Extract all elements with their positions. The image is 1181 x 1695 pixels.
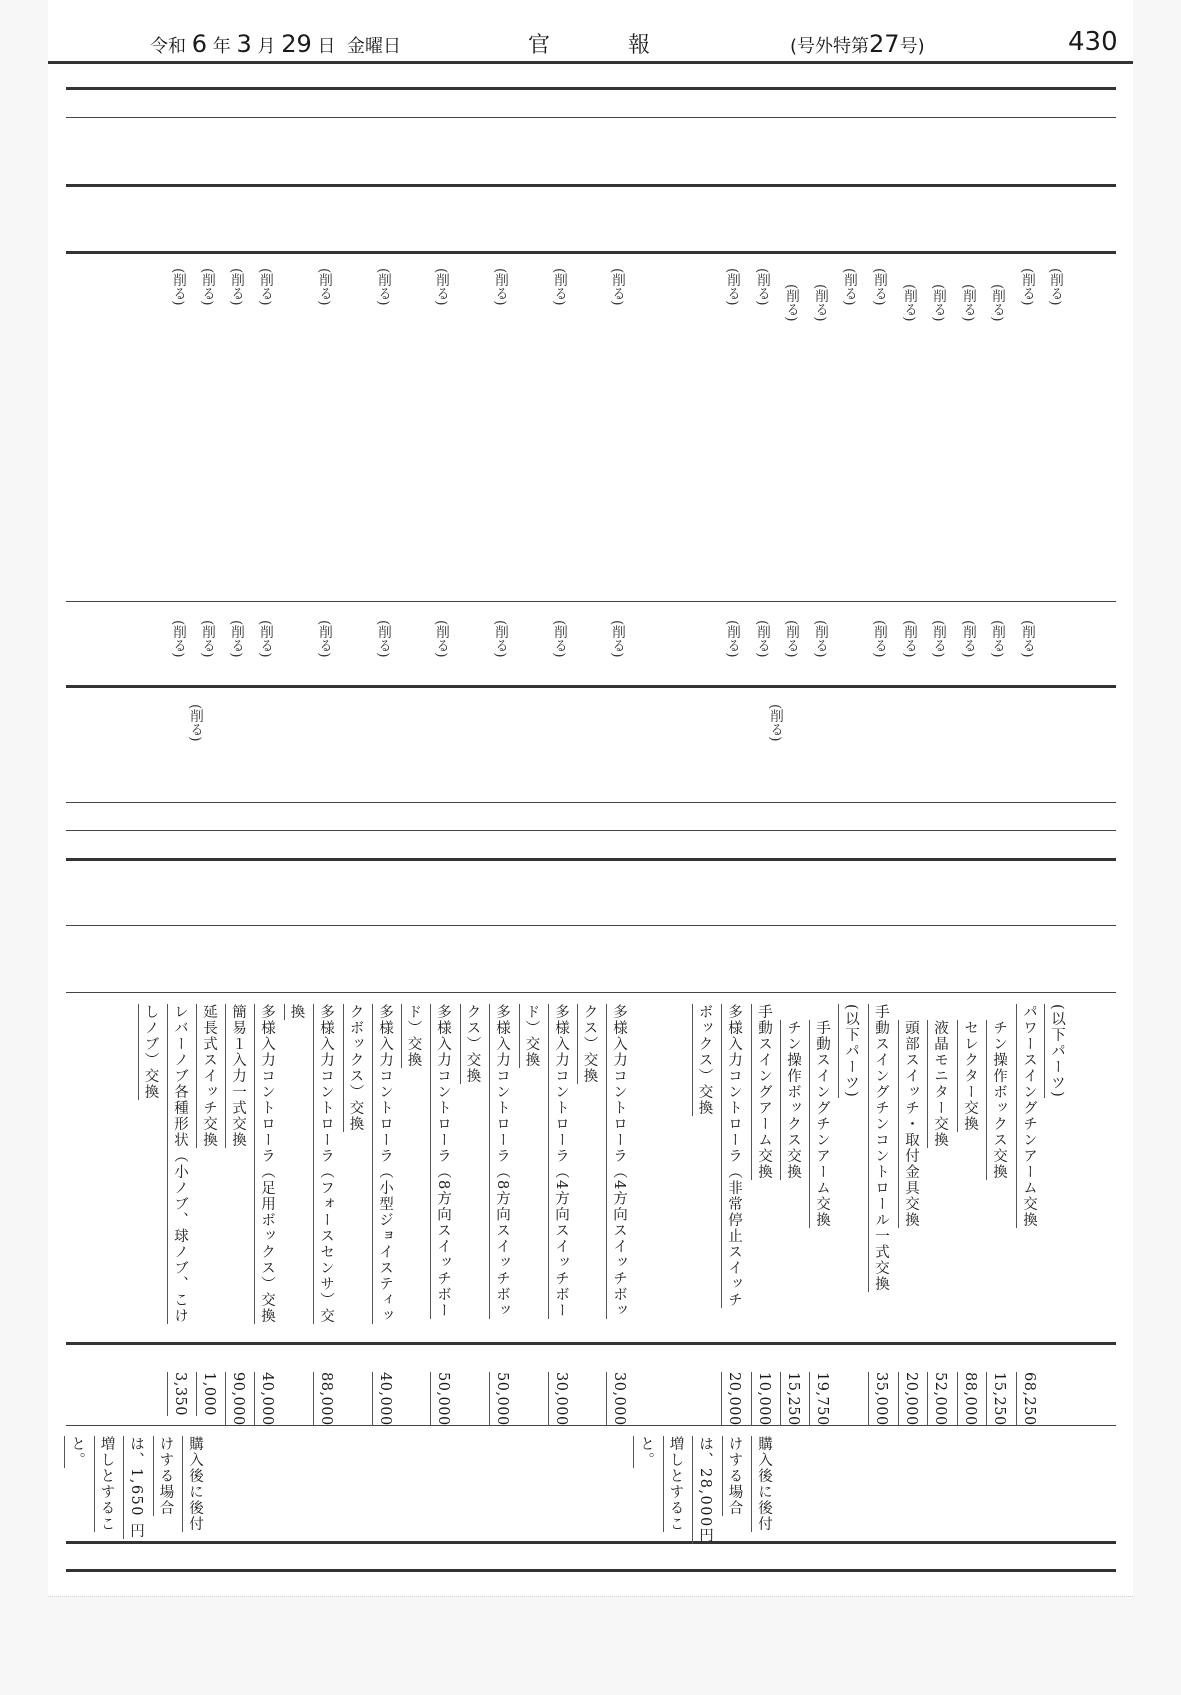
table-rule	[66, 87, 1116, 90]
deletion-marker: (削る)	[989, 620, 1005, 658]
date-month-unit: 月	[257, 36, 276, 57]
item-name-line: 延長式スイッチ交換	[196, 1004, 220, 1148]
item-name-line: 多様入力コントローラ（8方向スイッチボッ	[489, 1004, 513, 1319]
item-name-line: パワースイングチンアーム交換	[1016, 1004, 1040, 1228]
item-price: 40,000	[372, 1372, 396, 1426]
deletion-marker: (削る)	[170, 620, 186, 658]
deletion-marker: (削る)	[767, 704, 783, 742]
deletion-marker: (削る)	[375, 268, 391, 306]
item-price: 20,000	[898, 1372, 922, 1426]
item-price: 50,000	[430, 1372, 454, 1426]
issue-suffix: 号)	[899, 36, 925, 57]
item-name-line: 多様入力コントローラ（4方向スイッチボッ	[606, 1004, 630, 1319]
deletion-marker: (削る)	[1047, 268, 1063, 306]
item-name-line: 液晶モニター交換	[927, 1020, 951, 1148]
deletion-marker: (削る)	[960, 620, 976, 658]
deletion-marker: (削る)	[783, 284, 799, 322]
item-price: 40,000	[254, 1372, 278, 1426]
deletion-marker: (削る)	[257, 268, 273, 306]
date-day: 29	[281, 30, 312, 58]
deletion-marker: (削る)	[901, 620, 917, 658]
table-rule	[66, 830, 1116, 831]
date-month: 3	[236, 30, 252, 58]
item-price: 19,750	[809, 1372, 833, 1426]
item-price: 10,000	[751, 1372, 775, 1426]
item-price: 15,250	[780, 1372, 804, 1426]
note-line: けする場合	[722, 1436, 746, 1516]
item-name-line: クボックス）交換	[343, 1004, 367, 1132]
deletion-marker: (削る)	[257, 620, 273, 658]
page-bottom-edge	[48, 1596, 1133, 1597]
item-name-line: 多様入力コントローラ（4方向スイッチボー	[548, 1004, 572, 1319]
item-price: 20,000	[721, 1372, 745, 1426]
table-rule	[66, 685, 1116, 688]
deletion-marker: (削る)	[930, 620, 946, 658]
gazette-page	[48, 0, 1133, 1596]
deletion-marker: (削る)	[754, 620, 770, 658]
item-name-line: レバーノブ各種形状（小ノブ、球ノブ、こけ	[167, 1004, 191, 1324]
item-price: 15,250	[986, 1372, 1010, 1426]
deletion-marker: (削る)	[812, 284, 828, 322]
deletion-marker: (削る)	[871, 268, 887, 306]
item-name-line: チン操作ボックス交換	[986, 1020, 1010, 1180]
item-name-line: 多様入力コントローラ（フォースセンサ）交	[313, 1004, 337, 1324]
item-name-line: ド）交換	[519, 1004, 543, 1068]
deletion-marker: (削る)	[783, 620, 799, 658]
item-name-line: セレクター交換	[957, 1020, 981, 1132]
deletion-marker: (削る)	[1019, 620, 1035, 658]
item-price: 88,000	[313, 1372, 337, 1426]
issue-prefix: (号外特第	[790, 36, 870, 57]
item-name-line: 多様入力コントローラ（足用ボックス）交換	[254, 1004, 278, 1324]
deletion-marker: (削る)	[199, 268, 215, 306]
deletion-marker: (削る)	[812, 620, 828, 658]
gazette-title-char-2: 報	[628, 33, 651, 58]
table-rule	[66, 802, 1116, 803]
item-name-line: クス）交換	[577, 1004, 601, 1084]
item-name-line: 換	[284, 1004, 308, 1020]
deletion-marker: (削る)	[228, 620, 244, 658]
item-price: 1,000	[196, 1372, 220, 1416]
table-rule	[66, 184, 1116, 187]
item-price: 88,000	[957, 1372, 981, 1426]
deletion-marker: (削る)	[551, 268, 567, 306]
item-price: 3,350	[167, 1372, 191, 1416]
date-weekday: 金曜日	[346, 36, 401, 57]
deletion-marker: (削る)	[1019, 268, 1035, 306]
deletion-marker: (削る)	[609, 268, 625, 306]
deletion-marker: (削る)	[871, 620, 887, 658]
table-rule	[66, 251, 1116, 254]
item-price: 90,000	[225, 1372, 249, 1426]
item-price: 30,000	[548, 1372, 572, 1426]
deletion-marker: (削る)	[754, 268, 770, 306]
item-name-line: しノブ）交換	[138, 1004, 162, 1100]
note-line: 増しとするこ	[94, 1436, 118, 1532]
deletion-marker: (削る)	[187, 704, 203, 742]
deletion-marker: (削る)	[375, 620, 391, 658]
item-name-line: 頭部スイッチ・取付金具交換	[898, 1020, 922, 1228]
deletion-marker: (削る)	[433, 620, 449, 658]
item-price: 52,000	[927, 1372, 951, 1426]
deletion-marker: (削る)	[724, 620, 740, 658]
note-line: は、1,650 円	[123, 1436, 147, 1539]
item-name-line: 多様入力コントローラ（小型ジョイスティッ	[372, 1004, 396, 1324]
note-line: と。	[633, 1436, 657, 1468]
item-name-line: (以下パーツ)	[838, 1004, 862, 1098]
page-number: 430	[1068, 27, 1118, 57]
date-year: 6	[191, 30, 208, 58]
deletion-marker: (削る)	[433, 268, 449, 306]
note-line: は、28,000円	[692, 1436, 716, 1544]
note-line: 増しとするこ	[663, 1436, 687, 1532]
deletion-marker: (削る)	[492, 268, 508, 306]
deletion-marker: (削る)	[930, 284, 946, 322]
note-line: と。	[64, 1436, 88, 1468]
issue-number-value: 27	[869, 30, 900, 58]
deletion-marker: (削る)	[170, 268, 186, 306]
deletion-marker: (削る)	[989, 284, 1005, 322]
deletion-marker: (削る)	[609, 620, 625, 658]
deletion-marker: (削る)	[316, 268, 332, 306]
gazette-title-char-1: 官	[528, 33, 551, 58]
item-price: 30,000	[606, 1372, 630, 1426]
item-name-line: クス）交換	[460, 1004, 484, 1084]
item-name-line: 多様入力コントローラ（8方向スイッチボー	[430, 1004, 454, 1319]
deletion-marker: (削る)	[551, 620, 567, 658]
deletion-marker: (削る)	[228, 268, 244, 306]
table-rule	[66, 1569, 1116, 1572]
item-name-line: チン操作ボックス交換	[780, 1020, 804, 1180]
deletion-marker: (削る)	[960, 284, 976, 322]
table-rule	[66, 117, 1116, 118]
item-name-line: 簡易１入力一式交換	[225, 1004, 249, 1148]
deletion-marker: (削る)	[492, 620, 508, 658]
table-rule	[66, 992, 1116, 993]
item-name-line: 手動スイングチンコントロール一式交換	[868, 1004, 892, 1292]
date-year-unit: 年	[212, 36, 231, 57]
item-name-line: 多様入力コントローラ（非常停止スイッチ	[721, 1004, 745, 1308]
table-rule	[66, 858, 1116, 861]
deletion-marker: (削る)	[199, 620, 215, 658]
deletion-marker: (削る)	[901, 284, 917, 322]
item-name-line: ド）交換	[401, 1004, 425, 1068]
item-name-line: 手動スイングアーム交換	[751, 1004, 775, 1180]
table-rule	[66, 1541, 1116, 1544]
deletion-marker: (削る)	[724, 268, 740, 306]
table-rule	[66, 925, 1116, 926]
item-name-line: ボックス）交換	[692, 1004, 716, 1116]
deletion-marker: (削る)	[841, 268, 857, 306]
item-price: 50,000	[489, 1372, 513, 1426]
header-rule	[48, 61, 1133, 64]
deletion-marker: (削る)	[316, 620, 332, 658]
date-era: 令和	[150, 36, 186, 57]
item-price: 35,000	[868, 1372, 892, 1426]
item-price: 68,250	[1016, 1372, 1040, 1426]
note-line: 購入後に後付	[182, 1436, 206, 1532]
note-line: けする場合	[153, 1436, 177, 1516]
note-line: 購入後に後付	[751, 1436, 775, 1532]
table-rule	[66, 601, 1116, 602]
item-name-line: 手動スイングチンアーム交換	[809, 1020, 833, 1228]
table-rule	[66, 1342, 1116, 1345]
date-day-unit: 日	[317, 36, 336, 57]
item-name-line: (以下パーツ)	[1044, 1004, 1068, 1098]
